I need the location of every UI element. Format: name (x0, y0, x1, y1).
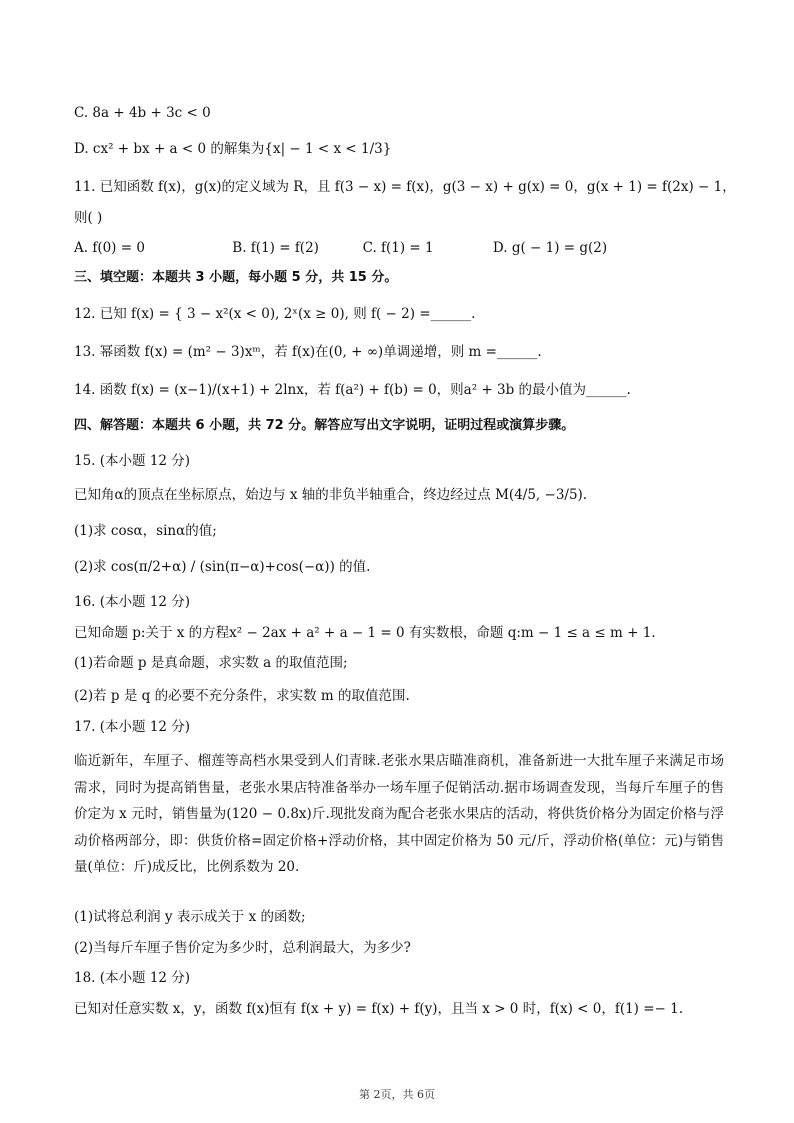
section-3-heading: 三、填空题：本题共 3 小题，每小题 5 分，共 15 分。 (74, 270, 398, 285)
question-16-stem: 已知命题 p:关于 x 的方程x² − 2ax + a² + a − 1 = 0 有实数根，命题 q:m − 1 ≤ a ≤ m + 1. (74, 625, 656, 641)
option-d: D. g( − 1) = g(2) (492, 240, 608, 256)
question-17-part2: (2)当每斤车厘子售价定为多少时，总利润最大，为多少? (74, 940, 411, 956)
option-d-q10: D. cx² + bx + a < 0 的解集为{x| − 1 < x < 1/3} (74, 141, 392, 157)
question-11-cont: 则( ) (74, 210, 103, 226)
question-18-stem: 已知对任意实数 x，y，函数 f(x)恒有 f(x + y) = f(x) + f(y)，且当 x > 0 时，f(x) < 0，f(1) =− 1. (74, 1001, 684, 1017)
question-11: 11. 已知函数 f(x)，g(x)的定义域为 R，且 f(3 − x) = f(x)，g(3 − x) + g(x) = 0，g(x + 1) = f(2x) − 1， (74, 179, 736, 195)
option-c-q10: C. 8a + 4b + 3c < 0 (74, 105, 211, 121)
question-16-part2: (2)若 p 是 q 的必要不充分条件，求实数 m 的取值范围. (74, 688, 410, 704)
section-4-heading: 四、解答题：本题共 6 小题，共 72 分。解答应写出文字说明，证明过程或演算步骤。 (74, 418, 575, 433)
question-17-part1: (1)试将总利润 y 表示成关于 x 的函数; (74, 909, 306, 925)
page-footer: 第 2页，共 6页 (359, 1088, 435, 1101)
question-15-part1: (1)求 cosα，sinα的值; (74, 523, 217, 539)
option-c: C. f(1) = 1 (362, 240, 434, 256)
question-13: 13. 幂函数 f(x) = (m² − 3)xᵐ，若 f(x)在(0, + ∞)单调递增，则 m =______. (74, 344, 542, 360)
question-15-title: 15. (本小题 12 分) (74, 453, 191, 469)
question-16-part1: (1)若命题 p 是真命题，求实数 a 的取值范围; (74, 655, 348, 671)
question-17-stem: 临近新年，车厘子、榴莲等高档水果受到人们青睐.老张水果店瞄准商机，准备新进一大批车厘子来满足市场需求，同时为提高销售量，老张水果店特准备举办一场车厘子促销活动.据市场调查发现，当每斤车厘子的售价定为 x 元时，销售量为(120 − 0.8x)斤.现批发商为配合老张水果店的活动，将供货价格分为固定价格与浮动价格两部分，即：供货价格=固定价格+浮动价格，其中固定价格为 50 元/斤，浮动价格(单位：元)与销售量(单位：斤)成反比，比例系数为 20. (74, 753, 724, 875)
option-a: A. f(0) = 0 (74, 240, 145, 256)
question-14: 14. 函数 f(x) = (x−1)/(x+1) + 2lnx，若 f(a²) + f(b) = 0，则a² + 3b 的最小值为______. (74, 382, 631, 398)
question-16-title: 16. (本小题 12 分) (74, 594, 191, 610)
question-17-title: 17. (本小题 12 分) (74, 719, 191, 735)
option-b: B. f(1) = f(2) (232, 240, 319, 256)
question-15-stem: 已知角α的顶点在坐标原点，始边与 x 轴的非负半轴重合，终边经过点 M(4/5, −3/5). (74, 487, 588, 503)
question-18-title: 18. (本小题 12 分) (74, 970, 191, 986)
question-11-options (74, 238, 607, 258)
question-15-part2: (2)求 cos(π/2+α) / (sin(π−α)+cos(−α)) 的值. (74, 559, 371, 575)
question-12: 12. 已知 f(x) = { 3 − x²(x < 0), 2ˣ(x ≥ 0), 则 f( − 2) =______. (74, 306, 476, 322)
